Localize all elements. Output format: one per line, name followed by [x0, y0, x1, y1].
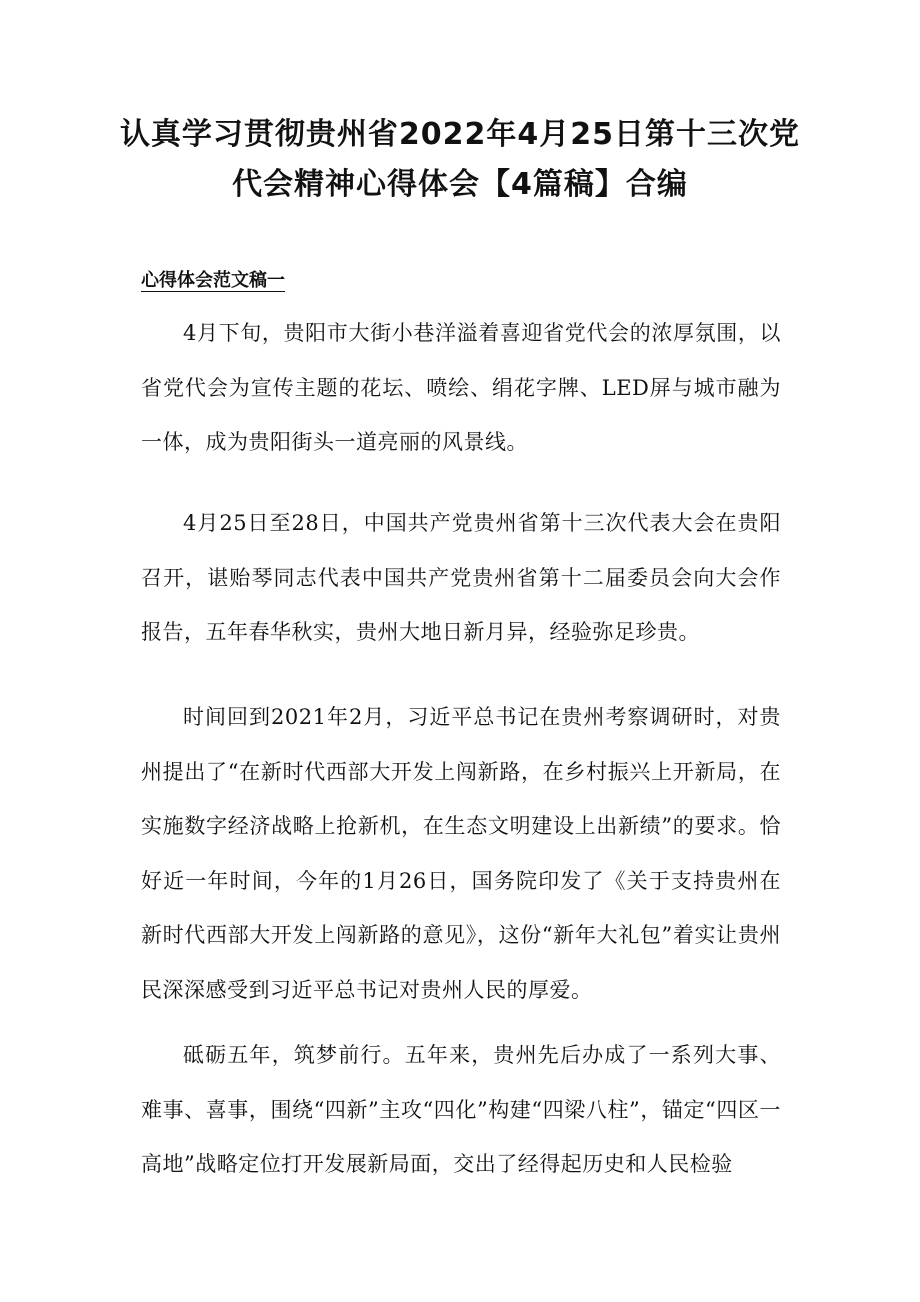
- paragraph-2: 4月25日至28日，中国共产党贵州省第十三次代表大会在贵阳召开，谌贻琴同志代表中国共产党贵州省第十二届委员会向大会作报告，五年春华秋实，贵州大地日新月异，经验弥足珍贵。: [141, 511, 781, 644]
- paragraph-1: 4月下旬，贵阳市大街小巷洋溢着喜迎省党代会的浓厚氛围，以省党代会为宣传主题的花坛、喷绘、绢花字牌、LED屏与城市融为一体，成为贵阳街头一道亮丽的风景线。: [141, 321, 781, 454]
- paragraph-3: 时间回到2021年2月，习近平总书记在贵州考察调研时，对贵州提出了“在新时代西部大开发上闯新路，在乡村振兴上开新局，在实施数字经济战略上抢新机，在生态文明建设上出新绩”的要求。恰好近一年时间，今年的1月26日，国务院印发了《关于支持贵州在新时代西部大开发上闯新路的意见》，这份“新年大礼包”着实让贵州民深深感受到习近平总书记对贵州人民的厚爱。: [141, 705, 781, 1002]
- section-heading: 心得体会范文稿一: [141, 270, 285, 291]
- document-title: 认真学习贯彻贵州省2022年4月25日第十三次党代会精神心得体会【4篇稿】合编: [119, 117, 801, 202]
- paragraph-4: 砥砺五年，筑梦前行。五年来，贵州先后办成了一系列大事、难事、喜事，围绕“四新”主攻“四化”构建“四梁八柱”，锚定“四区一高地”战略定位打开发展新局面，交出了经得起历史和人民检验: [141, 1043, 781, 1176]
